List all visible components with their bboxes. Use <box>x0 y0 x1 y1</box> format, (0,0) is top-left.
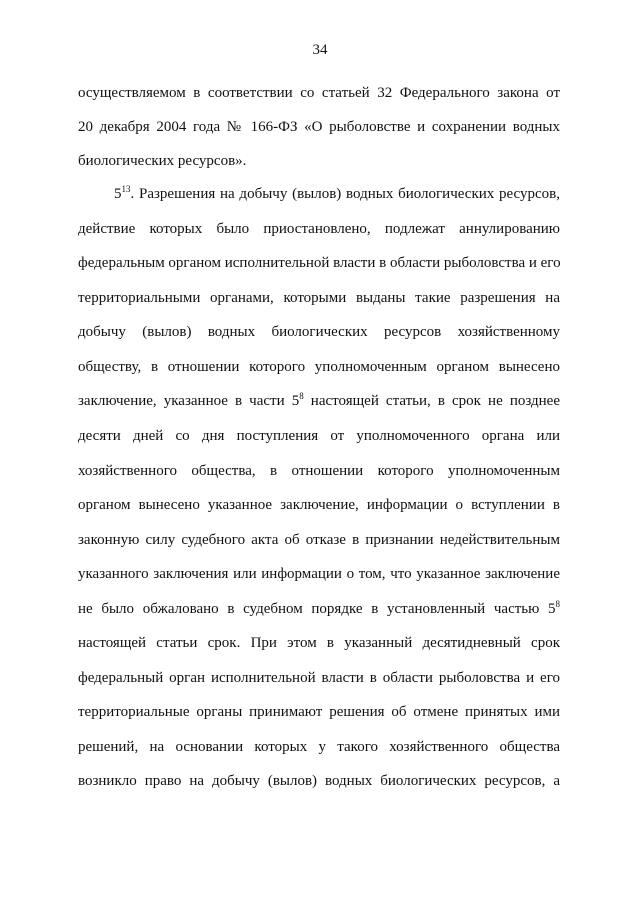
paragraph-number: 5 <box>114 186 122 202</box>
text-line: осуществляемом в соответствии со статьей 32 Федерального закона от <box>78 85 560 101</box>
text-line: указанного заключения или информации о том, что указанное заключение <box>78 566 560 582</box>
paragraph-first-line <box>114 183 560 205</box>
text-line: федеральным органом исполнительной власти в области рыболовства и его <box>78 255 561 271</box>
text-line: органом вынесено указанное заключение, информации о вступлении в <box>78 497 560 513</box>
text-line: обществу, в отношении которого уполномоченным органом вынесено <box>78 359 560 375</box>
text-line: настоящей статьи срок. При этом в указанный десятидневный срок <box>78 635 560 651</box>
text-line: решений, на основании которых у такого хозяйственного общества <box>78 739 560 755</box>
paragraph-first-line-text: . Разрешения на добычу (вылов) водных биологических ресурсов, <box>130 186 560 202</box>
reference-superscript: 8 <box>555 599 560 609</box>
reference-text-before: заключение, указанное в части 5 <box>78 393 300 409</box>
text-line: 20 декабря 2004 года № 166-ФЗ «О рыболовстве и сохранении водных <box>78 119 560 135</box>
text-line: федеральный орган исполнительной власти в области рыболовства и его <box>78 670 560 686</box>
text-line: добычу (вылов) водных биологических ресурсов хозяйственному <box>78 324 560 340</box>
paragraph-number-superscript: 13 <box>121 184 131 194</box>
text-line: законную силу судебного акта об отказе в признании недействительным <box>78 532 560 548</box>
text-line: действие которых было приостановлено, подлежат аннулированию <box>78 221 560 237</box>
text-line: десяти дней со дня поступления от уполномоченного органа или <box>78 428 560 444</box>
text-line: возникло право на добычу (вылов) водных биологических ресурсов, а <box>78 773 560 789</box>
text-line: территориальные органы принимают решения об отмене принятых ими <box>78 704 560 720</box>
reference-superscript: 8 <box>299 391 304 401</box>
page-number: 34 <box>312 42 328 58</box>
reference-text-after: настоящей статьи, в срок не позднее <box>303 393 560 409</box>
text-line: биологических ресурсов». <box>78 153 247 169</box>
text-line: территориальными органами, которыми выданы такие разрешения на <box>78 290 560 306</box>
text-line: хозяйственного общества, в отношении которого уполномоченным <box>78 463 560 479</box>
reference-text-before: не было обжаловано в судебном порядке в установленный частью 5 <box>78 601 556 617</box>
text-line-with-reference <box>78 598 560 620</box>
text-line-with-reference <box>78 390 560 412</box>
